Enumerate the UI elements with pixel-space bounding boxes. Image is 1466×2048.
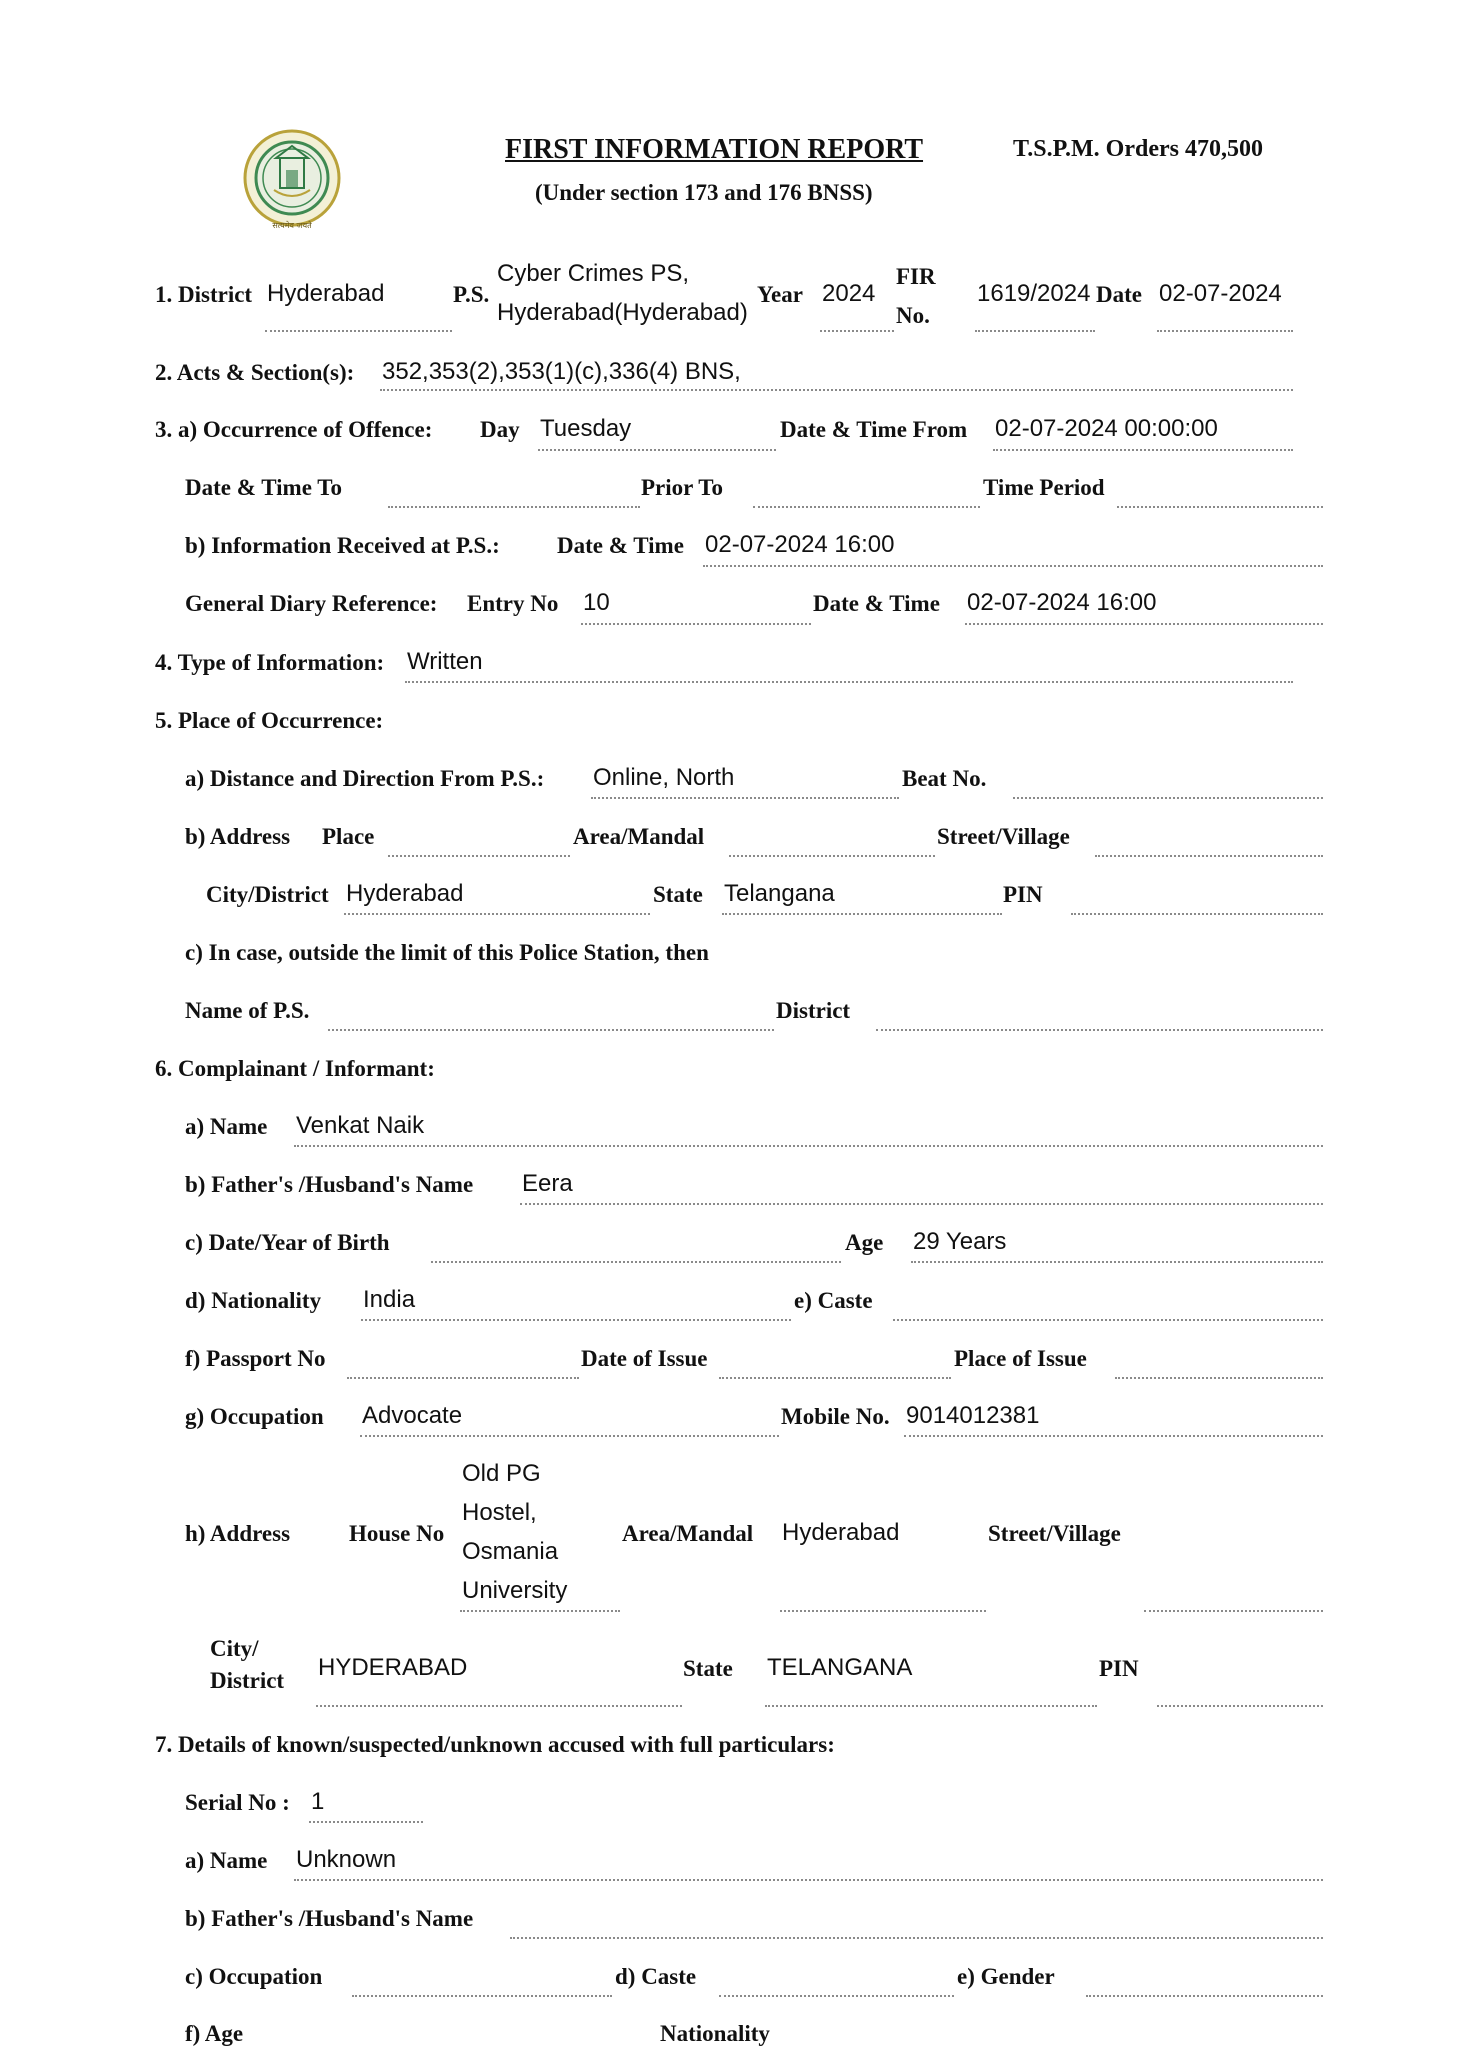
seal-motto: सत्यमेव जयते [272, 221, 312, 230]
house-no-line-2: Hostel, [462, 1499, 537, 1526]
distance-direction-value: Online, North [593, 764, 735, 791]
state-value: Telangana [724, 880, 835, 907]
complainant-dob-label: c) Date/Year of Birth [185, 1230, 390, 1255]
city-district-label: City/District [206, 882, 329, 907]
prior-to-label: Prior To [641, 475, 724, 500]
passport-label: f) Passport No [185, 1346, 326, 1371]
complainant-city-label-line-1: City/ [210, 1636, 259, 1661]
complainant-area-value: Hyderabad [782, 1519, 900, 1546]
date-time-to-label: Date & Time To [185, 475, 342, 500]
accused-caste-label: d) Caste [615, 1964, 697, 1989]
date-label: Date [1096, 282, 1142, 307]
date-time-from-label: Date & Time From [780, 417, 968, 442]
complainant-age-value: 29 Years [913, 1228, 1007, 1255]
day-label: Day [480, 417, 520, 442]
fir-no-label [896, 257, 936, 335]
gd-dt-value: 02-07-2024 16:00 [967, 589, 1157, 616]
street-village-label: Street/Village [937, 824, 1070, 849]
info-received-label: b) Information Received at P.S.: [185, 533, 500, 558]
accused-nationality-label: Nationality [660, 2021, 770, 2046]
gd-dt-label: Date & Time [813, 591, 940, 616]
accused-name-value: Unknown [296, 1846, 397, 1873]
outside-limit-label: c) In case, outside the limit of this Police Station, then [185, 940, 709, 965]
acts-label: 2. Acts & Section(s): [155, 360, 355, 385]
date-of-issue-label: Date of Issue [581, 1346, 708, 1371]
house-no-value [462, 1454, 567, 1610]
acts-value: 352,353(2),353(1)(c),336(4) BNS, [382, 358, 741, 385]
serial-no-label: Serial No : [185, 1790, 290, 1815]
complainant-street-label: Street/Village [988, 1521, 1121, 1546]
page-title: FIRST INFORMATION REPORT [505, 134, 924, 165]
accused-details-label: 7. Details of known/suspected/unknown accused with full particulars: [155, 1732, 835, 1757]
complainant-label: 6. Complainant / Informant: [155, 1056, 435, 1081]
complainant-occupation-value: Advocate [362, 1402, 463, 1429]
house-no-line-4: University [462, 1577, 568, 1604]
complainant-nationality-label: d) Nationality [185, 1288, 322, 1313]
accused-age-label: f) Age [185, 2021, 244, 2046]
city-district-value: Hyderabad [346, 880, 464, 907]
telangana-seal-icon [240, 128, 344, 232]
accused-gender-label: e) Gender [957, 1964, 1055, 1989]
place-occurrence-label: 5. Place of Occurrence: [155, 708, 384, 733]
place-label: Place [322, 824, 375, 849]
year-label: Year [757, 282, 803, 307]
complainant-city-label [210, 1633, 284, 1697]
complainant-state-label: State [683, 1656, 733, 1681]
page-subtitle: (Under section 173 and 176 BNSS) [535, 180, 873, 205]
house-no-line-3: Osmania [462, 1538, 559, 1565]
complainant-city-value: HYDERABAD [318, 1654, 468, 1681]
state-label: State [653, 882, 703, 907]
complainant-nationality-value: India [363, 1286, 416, 1313]
complainant-age-label: Age [845, 1230, 884, 1255]
serial-no-value: 1 [311, 1788, 325, 1815]
house-no-label: House No [349, 1521, 445, 1546]
mobile-no-value: 9014012381 [906, 1402, 1040, 1429]
ps-label: P.S. [453, 282, 490, 307]
accused-name-label: a) Name [185, 1848, 268, 1873]
house-no-line-1: Old PG [462, 1460, 541, 1487]
complainant-area-label: Area/Mandal [622, 1521, 754, 1546]
ps-value [497, 254, 748, 332]
fir-no-label-line-1: FIR [896, 264, 936, 289]
complainant-father-label: b) Father's /Husband's Name [185, 1172, 474, 1197]
fir-no-label-line-2: No. [896, 303, 930, 328]
ps-value-line-1: Cyber Crimes PS, [497, 260, 690, 287]
entry-no-value: 10 [583, 589, 610, 616]
ps-value-line-2: Hyderabad(Hyderabad) [497, 299, 748, 326]
complainant-pin-label: PIN [1099, 1656, 1139, 1681]
complainant-address-label: h) Address [185, 1521, 291, 1546]
info-type-value: Written [407, 648, 483, 675]
address-label: b) Address [185, 824, 291, 849]
complainant-city-label-line-2: District [210, 1668, 285, 1693]
ps-name-label: Name of P.S. [185, 998, 310, 1023]
distance-direction-label: a) Distance and Direction From P.S.: [185, 766, 545, 791]
info-type-label: 4. Type of Information: [155, 650, 385, 675]
day-value: Tuesday [540, 415, 632, 442]
complainant-name-value: Venkat Naik [296, 1112, 425, 1139]
mobile-no-label: Mobile No. [781, 1404, 890, 1429]
complainant-occupation-label: g) Occupation [185, 1404, 324, 1429]
accused-father-label: b) Father's /Husband's Name [185, 1906, 474, 1931]
occurrence-label: 3. a) Occurrence of Offence: [155, 417, 433, 442]
info-received-dt-label: Date & Time [557, 533, 684, 558]
entry-no-label: Entry No [467, 591, 559, 616]
accused-occupation-label: c) Occupation [185, 1964, 323, 1989]
complainant-caste-label: e) Caste [794, 1288, 873, 1313]
complainant-father-value: Eera [522, 1170, 573, 1197]
outside-district-label: District [776, 998, 851, 1023]
district-value: Hyderabad [267, 280, 385, 307]
date-time-from-value: 02-07-2024 00:00:00 [995, 415, 1218, 442]
district-label: 1. District [155, 282, 253, 307]
pin-label: PIN [1003, 882, 1043, 907]
year-value: 2024 [822, 280, 876, 307]
gd-reference-label: General Diary Reference: [185, 591, 438, 616]
time-period-label: Time Period [983, 475, 1105, 500]
info-received-dt-value: 02-07-2024 16:00 [705, 531, 895, 558]
place-of-issue-label: Place of Issue [954, 1346, 1087, 1371]
complainant-name-label: a) Name [185, 1114, 268, 1139]
fir-no-value: 1619/2024 [977, 280, 1091, 307]
date-value: 02-07-2024 [1159, 280, 1282, 307]
orders-reference: T.S.P.M. Orders 470,500 [1013, 136, 1263, 162]
beat-no-label: Beat No. [902, 766, 987, 791]
complainant-state-value: TELANGANA [767, 1654, 913, 1681]
area-mandal-label: Area/Mandal [573, 824, 705, 849]
